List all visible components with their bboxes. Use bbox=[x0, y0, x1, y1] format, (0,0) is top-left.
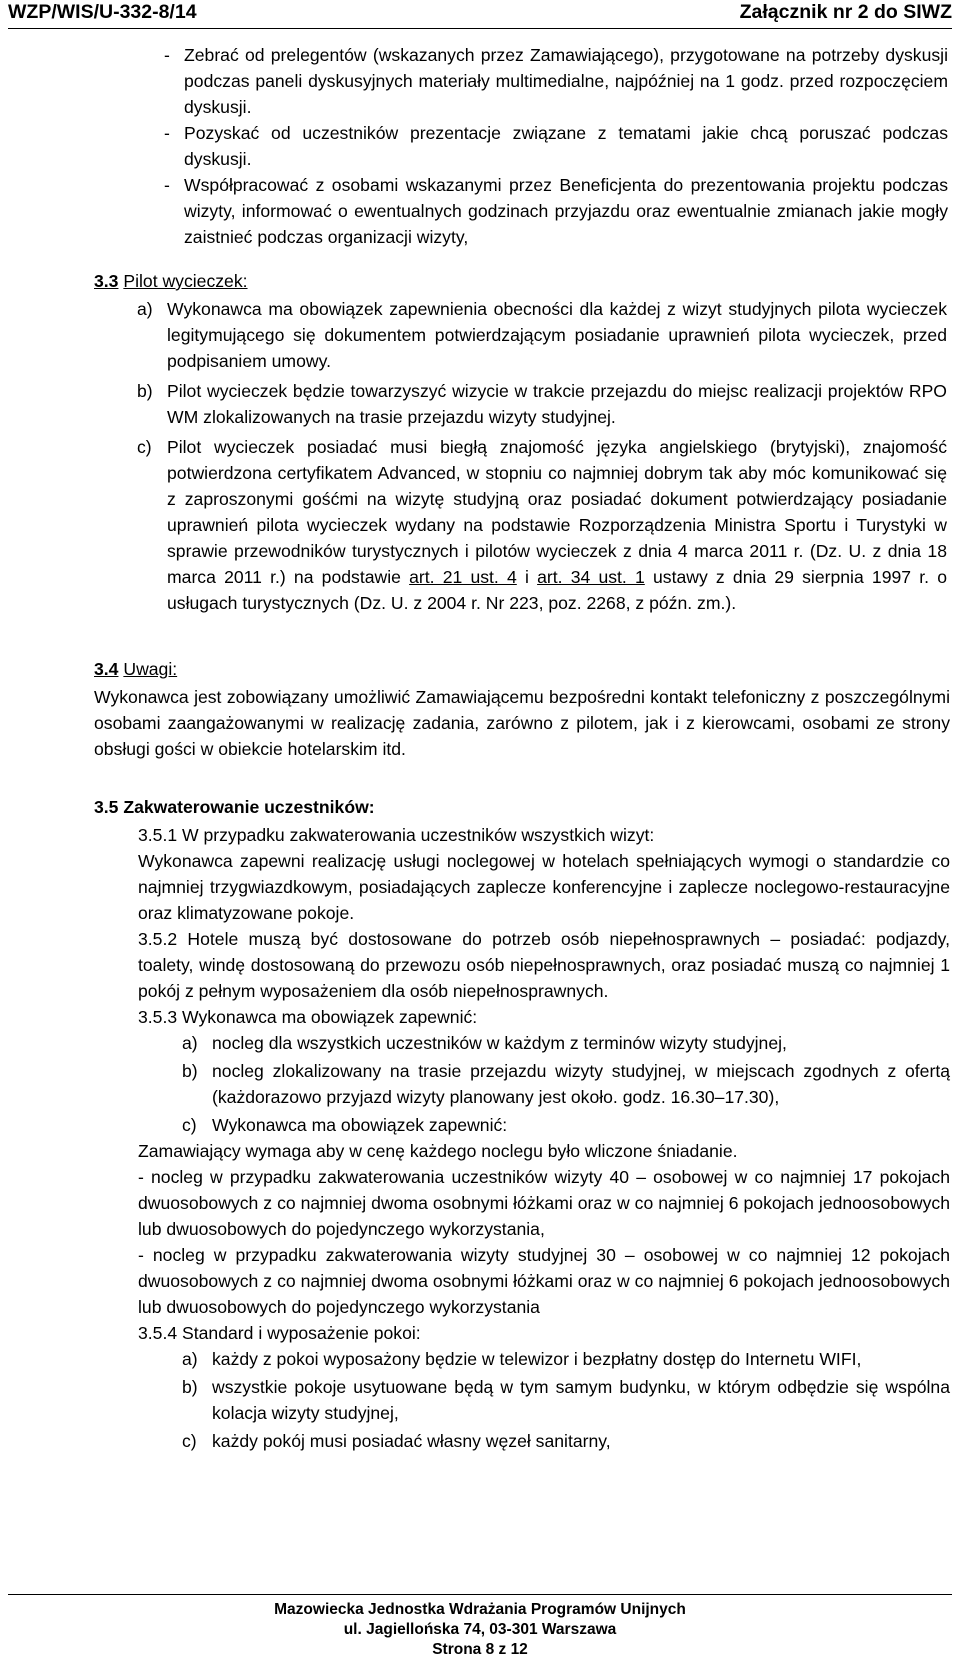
section-3-5-heading: 3.5 Zakwaterowanie uczestników: bbox=[94, 797, 375, 817]
section-3-5-body bbox=[138, 822, 950, 1454]
section-number: 3.4 bbox=[94, 659, 119, 679]
footer-organization: Mazowiecka Jednostka Wdrażania Programów Unijnych bbox=[274, 1601, 686, 1618]
page-number: Strona 8 z 12 bbox=[432, 1641, 528, 1658]
header-reference: WZP/WIS/U-332-8/14 bbox=[8, 1, 197, 23]
subsection-3-5-1-title: 3.5.1 W przypadku zakwaterowania uczestników wszystkich wizyt: bbox=[138, 825, 655, 845]
list-item: - Zebrać od prelegentów (wskazanych przez Zamawiającego), przygotowane na potrzeby dyskusji podczas paneli dyskusyjnych materiały multimedialne, najpóźniej na 1 godz. przed rozpoczęciem dyskusji. bbox=[164, 45, 948, 117]
subsection-3-5-4-list bbox=[138, 1346, 950, 1454]
list-item: b) wszystkie pokoje usytuowane będą w tym samym budynku, w którym odbędzie się wspólna kolacja wizyty studyjnej, bbox=[182, 1377, 950, 1423]
list-item: - Współpracować z osobami wskazanymi przez Beneficjenta do prezentowania projektu podczas wizyty, informować o ewentualnych godzinach przyjazdu oraz ewentualnie zmianach jakie mogły zaistnieć podczas organizacji wizyty, bbox=[164, 175, 948, 247]
accommodation-40-persons: - nocleg w przypadku zakwaterowania uczestników wizyty 40 – osobowej w co najmniej 17 pokojach dwuosobowych z co najmniej dwoma osobnymi łóżkami oraz w co najmniej 6 pokojach jednoosobowych lub dwuosobowych do pojedynczego wykorzystania, bbox=[138, 1167, 950, 1239]
section-3-3-heading bbox=[94, 268, 948, 294]
accommodation-30-persons: - nocleg w przypadku zakwaterowania wizyty studyjnej 30 – osobowej w co najmniej 12 pokojach dwuosobowych z co najmniej dwoma osobnymi łóżkami oraz w co najmniej 6 pokojach jednoosobowych lub dwuosobowych do pojedynczego wykorzystania bbox=[138, 1245, 950, 1317]
breakfast-requirement: Zamawiający wymaga aby w cenę każdego noclegu było wliczone śniadanie. bbox=[138, 1141, 738, 1161]
subsection-3-5-1-text: Wykonawca zapewni realizację usługi noclegowej w hotelach spełniających wymogi o standardzie co najmniej trzygwiazdkowym, posiadających zaplecze konferencyjne i zaplecze noclegowo-restauracyjne oraz klimatyzowane pokoje. bbox=[138, 851, 950, 923]
footer-divider bbox=[8, 1594, 952, 1595]
list-item: b) nocleg zlokalizowany na trasie przejazdu wizyty studyjnej, w miejscach zgodnych z ofertą (każdorazowo przyjazd wizyty planowany jest około. godz. 16.30–17.30), bbox=[182, 1061, 950, 1107]
list-item: b) Pilot wycieczek będzie towarzyszyć wizycie w trakcie przejazdu do miejsc realizacji projektów RPO WM zlokalizowanych na trasie przejazdu wizyty studyjnej. bbox=[137, 381, 947, 427]
list-item: c) każdy pokój musi posiadać własny węzeł sanitarny, bbox=[182, 1431, 611, 1451]
page-header bbox=[8, 0, 952, 29]
law-reference-link[interactable]: art. 21 ust. 4 bbox=[409, 567, 517, 587]
subsection-3-5-2-text: 3.5.2 Hotele muszą być dostosowane do potrzeb osób niepełnosprawnych – posiadać: podjazdy, toalety, windę dostosowaną do przewozu osób niepełnosprawnych, oraz posiadać muszą co najmniej 1 pokój z pełnym wyposażeniem dla osób niepełnosprawnych. bbox=[138, 929, 950, 1001]
list-item: c) Wykonawca ma obowiązek zapewnić: bbox=[182, 1115, 508, 1135]
page-footer bbox=[0, 1600, 960, 1660]
subsection-3-5-3-list bbox=[138, 1030, 950, 1138]
section-title: Uwagi: bbox=[123, 659, 178, 679]
subsection-3-5-4-title: 3.5.4 Standard i wyposażenie pokoi: bbox=[138, 1323, 421, 1343]
law-reference-link[interactable]: art. 34 ust. 1 bbox=[537, 567, 645, 587]
dash-list bbox=[164, 42, 948, 250]
section-3-3-list bbox=[137, 296, 947, 616]
subsection-3-5-3-title: 3.5.3 Wykonawca ma obowiązek zapewnić: bbox=[138, 1007, 478, 1027]
list-item: c) Pilot wycieczek posiadać musi biegłą znajomość języka angielskiego (brytyjski), znajomość potwierdzona certyfikatem Advanced, w stopniu co najmniej dobrym tak aby móc komunikować się z zaproszonymi gośćmi na wizytę studyjną oraz posiadać dokument potwierdzający posiadanie uprawnień pilota wycieczek wydany na podstawie Rozporządzenia Ministra Sportu i Turystyki w sprawie przewodników turystycznych i pilotów wycieczek z dnia 4 marca 2011 r. (Dz. U. z dnia 18 marca 2011 r.) na podstawie art. 21 ust. 4 i art. 34 ust. 1 ustawy z dnia 29 sierpnia 1997 r. o usługach turystycznych (Dz. U. z 2004 r. Nr 223, poz. 2268, z późn. zm.). bbox=[137, 437, 948, 613]
header-attachment: Załącznik nr 2 do SIWZ bbox=[739, 1, 952, 23]
section-title: Pilot wycieczek: bbox=[123, 271, 248, 291]
list-item: a) każdy z pokoi wyposażony będzie w telewizor i bezpłatny dostęp do Internetu WIFI, bbox=[182, 1349, 862, 1369]
list-item: a) nocleg dla wszystkich uczestników w każdym z terminów wizyty studyjnej, bbox=[182, 1033, 787, 1053]
list-item: a) Wykonawca ma obowiązek zapewnienia obecności dla każdej z wizyt studyjnych pilota wycieczek legitymującego się dokumentem potwierdzającym posiadanie uprawnień pilota wycieczek, przed podpisaniem umowy. bbox=[137, 299, 947, 371]
section-number: 3.3 bbox=[94, 271, 119, 291]
footer-address: ul. Jagiellońska 74, 03-301 Warszawa bbox=[343, 1621, 617, 1638]
section-3-4-text: Wykonawca jest zobowiązany umożliwić Zamawiającemu bezpośredni kontakt telefoniczny z poszczególnymi osobami zaangażowanymi w realizację zadania, zarówno z pilotem, jak i z kierowcami, osobami ze strony obsługi gości w obiekcie hotelarskim itd. bbox=[94, 687, 950, 759]
list-item: - Pozyskać od uczestników prezentacje związane z tematami jakie chcą poruszać podczas dyskusji. bbox=[164, 123, 948, 169]
section-3-4-heading bbox=[94, 656, 948, 682]
